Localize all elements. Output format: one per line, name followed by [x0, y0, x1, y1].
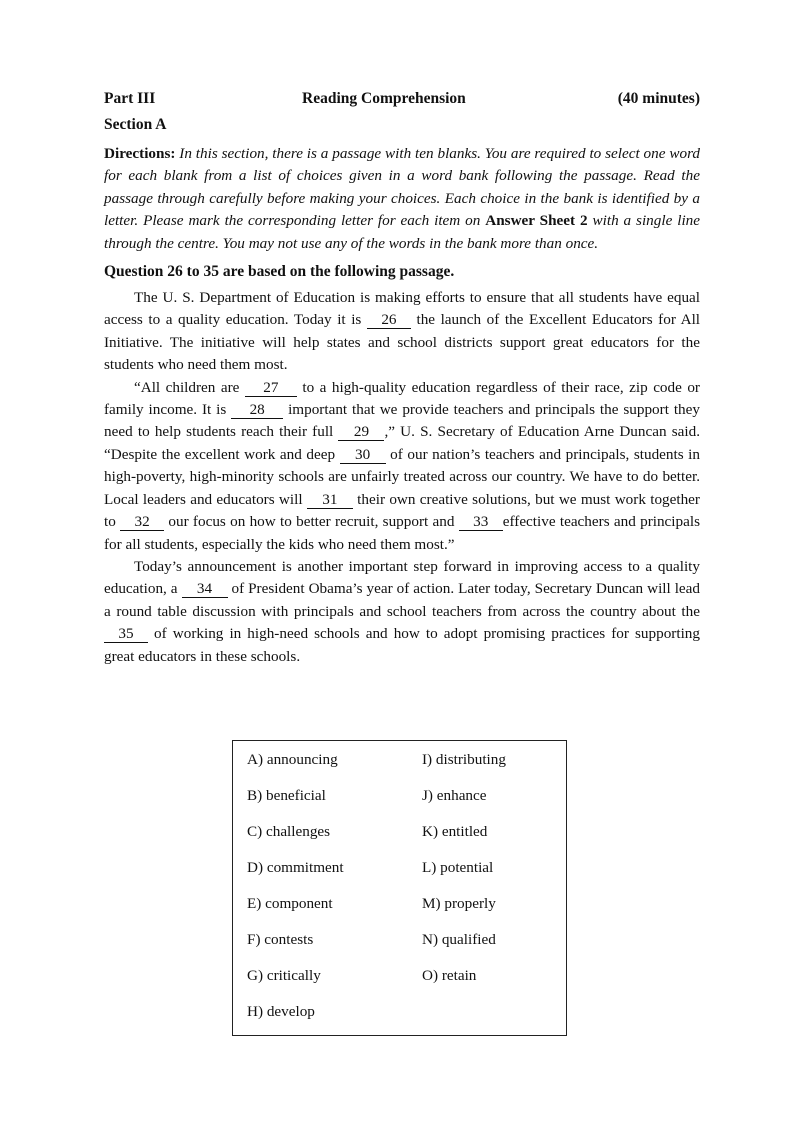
- passage-text: of working in high-need schools and how to adopt promising practices for supporting great educators in these schools.: [104, 625, 700, 665]
- passage-text: the launch of the Excellent Educators for All Initiative. The initiative will help states and school districts support great educators for the students who need them most.: [104, 311, 701, 374]
- blank-32: 32: [120, 513, 164, 531]
- passage-text: Today’s announcement is another important step forward in improving access to a quality education, a: [104, 557, 700, 598]
- word-bank-item: C) challenges: [247, 823, 331, 840]
- word-bank: [232, 740, 567, 1036]
- word-bank-item: J) enhance: [422, 787, 487, 804]
- blank-33: 33: [459, 513, 503, 531]
- passage-text: “All children are: [134, 378, 245, 396]
- question-heading: Question 26 to 35 are based on the following passage.: [104, 263, 455, 281]
- word-bank-item: A) announcing: [247, 751, 338, 768]
- passage-text: our focus on how to better recruit, support and: [164, 513, 459, 531]
- word-bank-item: G) critically: [247, 967, 321, 984]
- passage-paragraph-3: [104, 556, 700, 668]
- word-bank-item: B) beneficial: [247, 787, 326, 804]
- passage-text: to a high-quality education regardless of their race, zip code or family income. It is: [104, 378, 700, 419]
- word-bank-item: H) develop: [247, 1003, 315, 1020]
- passage-text: important that we provide teachers and principals the support they need to help students reach their full: [104, 401, 700, 441]
- part-title: Reading Comprehension: [302, 90, 466, 107]
- blank-35: 35: [104, 625, 148, 643]
- passage-paragraph-1: [104, 287, 700, 377]
- passage-paragraph-2: [104, 377, 700, 556]
- blank-28: 28: [231, 401, 283, 419]
- part-header: [104, 84, 700, 110]
- word-bank-item: O) retain: [422, 967, 477, 984]
- blank-30: 30: [340, 446, 386, 464]
- word-bank-item: E) component: [247, 895, 333, 912]
- directions-text-2: with a single line through the centre. You may not use any of the words in the bank more than once.: [104, 212, 701, 252]
- word-bank-item: K) entitled: [422, 823, 488, 840]
- word-bank-item: N) qualified: [422, 931, 496, 948]
- word-bank-item: M) properly: [422, 895, 496, 912]
- word-bank-item: I) distributing: [422, 751, 506, 768]
- passage-text: of President Obama’s year of action. Later today, Secretary Duncan will lead a round table discussion with principals and school teachers from across the country about the: [104, 580, 701, 620]
- passage-text: of our nation’s teachers and principals, students in high-poverty, high-minority schools are unfairly treated across our country. We have to do better. Local leaders and educators will: [104, 445, 700, 508]
- time-limit: (40 minutes): [617, 90, 700, 107]
- blank-29: 29: [338, 423, 384, 441]
- part-label: Part III: [104, 90, 156, 107]
- word-bank-item: D) commitment: [247, 859, 344, 876]
- blank-26: 26: [367, 311, 411, 329]
- directions-text-1: In this section, there is a passage with ten blanks. You are required to select one word for each blank from a list of choices given in a word bank following the passage. Read the passage through carefully before making your choices. Each choice in the bank is identified by a letter. Please mark the corresponding letter for each item on: [104, 145, 701, 230]
- section-heading: Section A: [104, 116, 167, 133]
- directions-label: Directions:: [104, 145, 176, 162]
- answer-sheet-ref: Answer Sheet 2: [485, 212, 588, 230]
- directions: [104, 143, 700, 255]
- blank-31: 31: [307, 491, 353, 509]
- exam-page: [104, 84, 700, 668]
- blank-34: 34: [182, 580, 228, 598]
- passage-text: effective teachers and principals for all students, especially the kids who need them most.”: [104, 513, 700, 553]
- passage-text: their own creative solutions, but we must work together to: [104, 490, 700, 531]
- passage-text: ,” U. S. Secretary of Education Arne Duncan said. “Despite the excellent work and deep: [104, 423, 700, 463]
- word-bank-item: L) potential: [422, 859, 494, 876]
- word-bank-item: F) contests: [247, 931, 314, 948]
- passage-text: The U. S. Department of Education is making efforts to ensure that all students have equal access to a quality education. Today it is: [104, 289, 700, 329]
- blank-27: 27: [245, 379, 297, 397]
